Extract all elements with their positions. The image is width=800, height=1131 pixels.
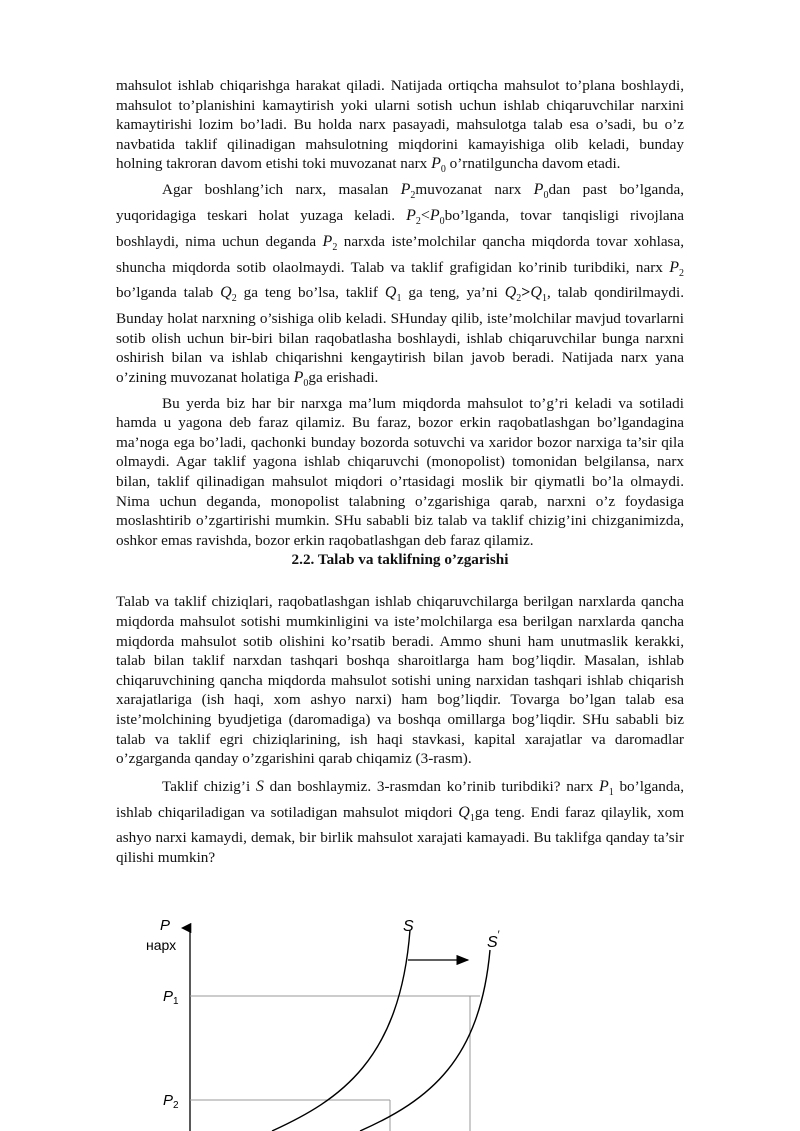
symbol-p2: $P_2$ [669, 258, 684, 279]
paragraph-5: Taklif chizig’i S dan boshlaymiz. 3-rasmdan ko’rinib turibdiki? narx $P_1$ bo’lganda, ishlab chiqariladigan va sotiladigan mahsulot miqdori $Q_1ga$ teng. Endi faraz qilaylik, xom ashyo narxi kamaydi, demak, bir birlik mahsulot xarajati kamayadi. Bu taklifga qanday ta’sir qilishi mumkin? [116, 777, 685, 866]
series-label-s-prime: S′ [487, 929, 500, 951]
y-axis-symbol: P [160, 917, 171, 934]
symbol-p0: $P_0$ [431, 155, 446, 176]
section-heading: 2.2. Talab va taklifning o’zgarishi [291, 551, 509, 569]
symbol-q1: $Q_1$ [384, 284, 402, 305]
symbol-p2: $P_2$ [400, 181, 416, 202]
symbol-q1: $Q_1$ [458, 803, 475, 824]
symbol-p2: $P_2$ [322, 232, 338, 253]
symbol-s: S [255, 777, 264, 795]
inequality-q2-gt-q1: $Q_2>Q_1$ [504, 284, 547, 305]
supply-curve-s [272, 930, 410, 1131]
symbol-q2: $Q_2$ [220, 284, 237, 305]
symbol-p1: $P_1$ [598, 777, 614, 798]
series-label-s: S [403, 918, 414, 935]
symbol-p0: $P_0$ [293, 368, 309, 390]
paragraph-3: Bu yerda biz har bir narxga ma’lum miqdorda mahsulot to’g’ri keladi va sotiladi hamda u yagona deb faraz qilamiz. Bu faraz, bozor erkin raqobatlashgan bo’lgandagina ma’noga ega bo’ladi, qachonki bunday bozorda sotuvchi va xaridor bozor narxiga ta’sir qila olmaydi. Agar taklif yagona ishlab chiqaruvchi (monopolist) tomonidan belgilansa, narx bilan, taklif qilinadigan mahsulot miqdori o’rtasidagi moslik bir qiymatli bo’la olmaydi. Nima uchun deganda, monopolist talabning o’zgarishiga qarab, narxni o’z foydasiga moslashtirib o’zgartirishi mumkin. SHu sababli biz talab va taklif chizig’ini chizganimizda, oshkor emas ravishda, bozor erkin raqobatlashgan deb faraz qilamiz. [116, 394, 684, 549]
tick-label-p1: $P_1$ [163, 988, 179, 1007]
tick-label-p2: $P_2$ [163, 1092, 179, 1111]
symbol-p0: $P_0$ [533, 181, 549, 202]
paragraph-4: Talab va taklif chiziqlari, raqobatlashgan ishlab chiqaruvchilarga berilgan narxlarda qancha miqdorda mahsulot sotishi mumkinligini va iste’molchilarga esa berilgan narxlarda qancha miqdorda mahsulot sotib olishini ko’rsatib beradi. Ammo shuni ham unutmaslik kerakki, talab bilan taklif narxdan tashqari boshqa sharoitlarga ham bog’liqdir. Masalan, ishlab chiqaruvchining qancha miqdorda mahsulot sotishi uning narxidan tashqari ishlab chiqarish xarajatlariga (ish haqi, xom ashyo narxi) ham bog’liqdir. Tovarga bo’lgan talab esa iste’molchining byudjetiga (daromadiga) va boshqa omillarga bog’liqdir. SHu sababli biz talab va taklif egri chiziqlarining, ish haqi stavkasi, kapital xarajatlar va daromadlar o’zgarganda qanday o’zgarishini qarab chiqamiz (3-rasm). [116, 593, 684, 768]
paragraph-2: Agar boshlang’ich narx, masalan $P_2muvozanat$ narx $P_0dan$ past bo’lganda, yuqoridagiga teskari holat yuzaga keladi. $P_2<P_0bo’lganda$, tovar tanqisligi rivojlana boshlaydi, nima uchun deganda $P_2$ narxda iste’molchilar qancha miqdorda tovar xohlasa, shuncha miqdorda sotib olaolmaydi. Talab va taklif grafigidan ko’rinib turibdiki, narx $P_2$ bo’lganda talab $Q_2$ ga teng bo’lsa, taklif $Q_1$ ga teng, ya’ni $Q_2>Q_1$, talab qondirilmaydi. Bunday holat narxning o’sishiga olib keladi. SHunday qilib, iste’molchilar mavjud tovarlarni sotib olish uchun bir-biri bilan raqobatlasha boshlaydi, ishlab chiqaruvchilar bunga narxni oshirish bilan va ishlab chiqarishni kengaytirish bilan javob beradi. Natijada narx yana o’zining muvozanat holatiga $P_0ga$ erishadi. [116, 181, 685, 390]
paragraph-1: mahsulot ishlab chiqarishga harakat qiladi. Natijada ortiqcha mahsulot to’plana boshlaydi, mahsulot to’planishini kamaytirish yoki ularni sotish uchun ishlab chiqaruvchilar narxini kamaytirishi lozim bo’ladi. Bu holda narx pasayadi, mahsulotga talab esa o’sadi, bu o’z navbatida taklif qilinadigan mahsulotning miqdorini kamayishiga olib keladi, bunday holning takroran davom etishi toki muvozanat narx $P_0$ o’rnatilguncha davom etadi. [116, 77, 684, 176]
inequality-p2-lt-p0: $P_2<P_0$ [406, 206, 445, 228]
y-axis-word: нарх [146, 937, 177, 953]
